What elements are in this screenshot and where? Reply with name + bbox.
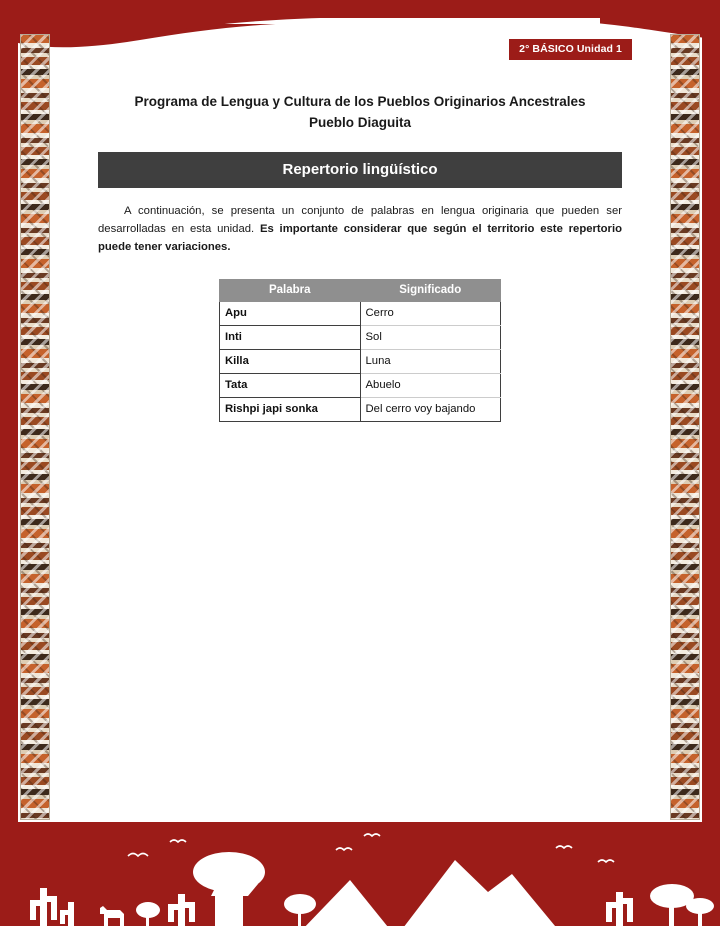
- table-row: [220, 349, 501, 373]
- cell-meaning: Del cerro voy bajando: [360, 397, 501, 421]
- left-red-bar: [0, 0, 18, 932]
- program-title-line1: Programa de Lengua y Cultura de los Pueblos Originarios Ancestrales: [134, 94, 586, 109]
- cell-meaning: Luna: [360, 349, 501, 373]
- page-title: [60, 92, 660, 134]
- cell-meaning: Sol: [360, 325, 501, 349]
- cell-word: Tata: [220, 373, 361, 397]
- cell-word: Killa: [220, 349, 361, 373]
- document-content: [60, 30, 660, 422]
- cell-word: Inti: [220, 325, 361, 349]
- column-header-meaning: Significado: [360, 279, 501, 301]
- table-row: [220, 373, 501, 397]
- intro-text-part2: Es importante considerar que según el territorio este repertorio puede tener variaciones.: [98, 223, 622, 254]
- column-header-word: Palabra: [220, 279, 361, 301]
- intro-paragraph: [98, 202, 622, 257]
- cell-meaning: Cerro: [360, 301, 501, 325]
- table-row: [220, 325, 501, 349]
- section-title-bar: Repertorio lingüístico: [98, 152, 622, 188]
- cell-word: Apu: [220, 301, 361, 325]
- right-red-bar: [702, 0, 720, 932]
- unit-badge: 2° BÁSICO Unidad 1: [509, 39, 632, 60]
- vocabulary-table: [219, 279, 501, 422]
- cell-meaning: Abuelo: [360, 373, 501, 397]
- table-header-row: [220, 279, 501, 301]
- table-head: [220, 279, 501, 301]
- table-row: [220, 397, 501, 421]
- left-woven-pattern: [20, 34, 50, 820]
- right-woven-pattern: [670, 34, 700, 820]
- program-title-line2: Pueblo Diaguita: [308, 114, 411, 130]
- table-row: [220, 301, 501, 325]
- cell-word: Rishpi japi sonka: [220, 397, 361, 421]
- table-body: [220, 301, 501, 421]
- bottom-landscape-illustration: [0, 822, 720, 932]
- intro-text-part1: A continuación, se presenta un conjunto de palabras en lengua originaria que pueden ser desarrolladas en esta unidad.: [98, 204, 622, 236]
